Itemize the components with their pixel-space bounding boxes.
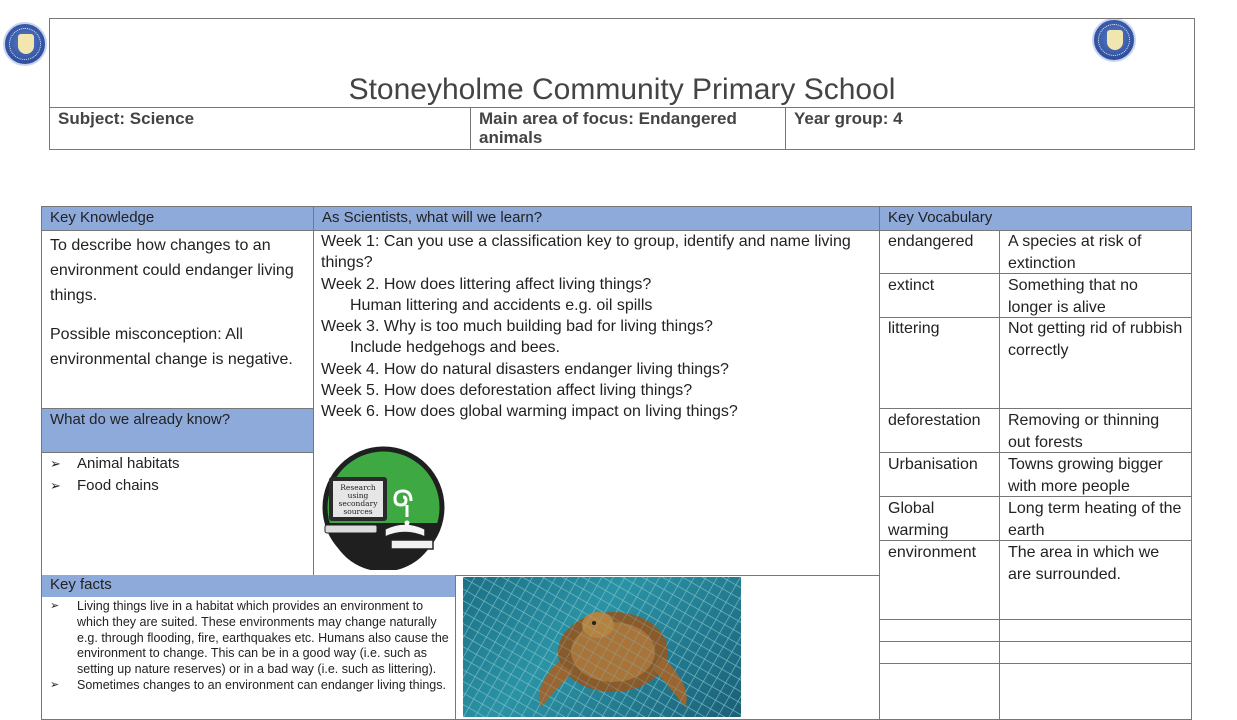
key-knowledge-objective: To describe how changes to an environment could endanger living things. (50, 237, 294, 304)
key-knowledge-heading: Key Knowledge (42, 207, 313, 230)
key-facts-heading: Key facts (42, 575, 455, 597)
vocab-row (880, 498, 1192, 542)
vocab-word: littering (888, 320, 940, 337)
learn-line-week-4: Week 4. How do natural disasters endanger living things? (321, 360, 729, 378)
arrow-bullet-icon: ➢ (50, 600, 60, 612)
learn-line-week-6: Week 6. How does global warming impact on living things? (321, 403, 738, 421)
list-item: ➢ Animal habitats (42, 453, 313, 475)
learn-line-week-5: Week 5. How does deforestation affect living things? (321, 382, 693, 400)
vocab-definition: A species at risk of extinction (1008, 233, 1142, 272)
focus-cell: Main area of focus: Endangered animals (471, 108, 786, 149)
already-know-list (42, 453, 313, 497)
learn-line-week-2: Week 2. How does littering affect living things? (321, 275, 652, 293)
school-name: Stoneyholme Community Primary School (348, 73, 896, 106)
vocab-row (880, 542, 1192, 586)
learn-list (321, 231, 879, 423)
vocab-row (880, 318, 1192, 362)
list-item: ➢ Food chains (42, 475, 313, 497)
learn-line-week-2-detail: Human littering and accidents e.g. oil spills (350, 296, 653, 314)
key-knowledge-misconception: Possible misconception: All environmental change is negative. (50, 326, 293, 368)
learn-line-week-3-detail: Include hedgehogs and bees. (350, 339, 560, 357)
learn-line-week-1: Week 1: Can you use a classification key to group, identify and name living things? (321, 233, 851, 272)
learn-heading: As Scientists, what will we learn? (314, 207, 879, 230)
list-item: ➢ Living things live in a habitat which provides an environment to which they are suited. These environments may change naturally e.g. through flooding, fire, earthquakes etc. Humans also cause the environment to change. This can be in a good way (i.e. such as setting up nature reserves) or in a bad way (i.e. such as littering). (50, 599, 449, 677)
already-know-heading: What do we already know? (42, 408, 313, 453)
vocab-definition: Something that no longer is alive (1008, 277, 1138, 316)
key-facts-list (42, 599, 455, 694)
vocabulary-heading: Key Vocabulary (880, 207, 1192, 230)
vocab-word: deforestation (888, 412, 981, 429)
arrow-bullet-icon: ➢ (50, 456, 61, 471)
vocab-definition: The area in which we are surrounded. (1008, 544, 1160, 583)
header-table (49, 18, 1195, 150)
year-group-cell: Year group: 4 (794, 109, 903, 128)
header-info-row (50, 107, 1194, 149)
vocab-definition: Not getting rid of rubbish correctly (1008, 320, 1183, 359)
vocab-definition: Removing or thinning out forests (1008, 412, 1160, 451)
school-logo-left (3, 22, 47, 66)
vocab-row (880, 275, 1192, 319)
badge-text-line: secondary (338, 499, 378, 508)
arrow-bullet-icon: ➢ (50, 478, 61, 493)
vocab-word: environment (888, 544, 977, 561)
badge-text-line: Research (340, 483, 376, 492)
list-item: ➢ Sometimes changes to an environment can endanger living things. (50, 677, 446, 692)
vocab-word: Global warming (888, 500, 949, 539)
vocab-word: extinct (888, 277, 935, 294)
vocab-definition: Long term heating of the earth (1008, 500, 1182, 539)
subject-cell: Subject: Science (50, 108, 471, 149)
vocab-row (880, 410, 1192, 454)
badge-text-line: sources (343, 507, 373, 516)
research-secondary-sources-icon (321, 445, 446, 570)
badge-text-line: using (347, 491, 369, 500)
vocab-row (880, 231, 1192, 275)
vocab-definition: Towns growing bigger with more people (1008, 456, 1163, 495)
knowledge-organiser-grid (41, 206, 1192, 720)
learn-line-week-3: Week 3. Why is too much building bad for living things? (321, 318, 713, 336)
arrow-bullet-icon: ➢ (50, 678, 60, 691)
vocab-word: endangered (888, 233, 974, 250)
vocab-word: Urbanisation (888, 456, 978, 473)
turtle-in-net-photo (463, 577, 741, 717)
key-knowledge-text (42, 231, 313, 388)
vocab-row (880, 454, 1192, 498)
